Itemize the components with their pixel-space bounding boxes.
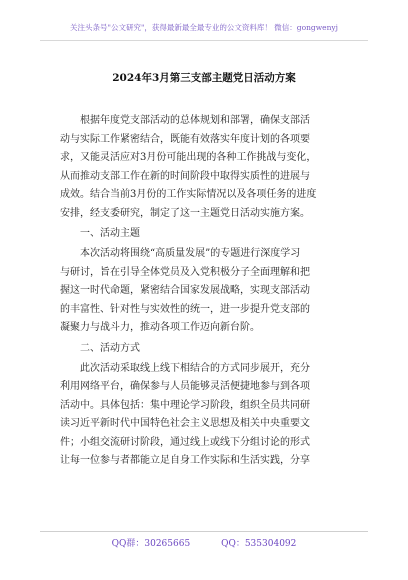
paragraph-line: 动与实际工作紧密结合，既能有效落实年度计划的各项要 — [60, 133, 310, 145]
paragraph-line: 件；小组交流研讨阶段，通过线上或线下分组讨论的形式 — [60, 436, 310, 448]
paragraph-line: 活动中。具体包括：集中理论学习阶段，组织全员共同研 — [60, 399, 310, 411]
paragraph-line: 与研讨，旨在引导全体党员及入党积极分子全面理解和把 — [60, 266, 310, 278]
footer — [0, 536, 408, 549]
paragraph-line: 根据年度党支部活动的总体规划和部署，确保支部活 — [80, 115, 310, 126]
header-divider — [40, 40, 368, 41]
document-body — [60, 112, 356, 471]
paragraph-line: 利用网络平台，确保参与人员能够灵活便捷地参与到各项 — [60, 381, 310, 392]
paragraph-line: 的丰富性、针对性与实效性的统一，进一步提升党支部的 — [60, 303, 310, 315]
footer-divider — [40, 531, 368, 532]
paragraph-line: 求，又能灵活应对3月份可能出现的各种工作挑战与变化， — [60, 152, 317, 163]
paragraph-line: 握这一时代命题，紧密结合国家发展战略，实现支部活动 — [60, 285, 310, 296]
paragraph-line: 读习近平新时代中国特色社会主义思想及相关中央重要文 — [60, 418, 310, 429]
paragraph-line: 此次活动采取线上线下相结合的方式同步展开，充分 — [80, 362, 310, 374]
section-heading-method: 二、活动方式 — [80, 342, 140, 354]
paragraph-line: 本次活动将围绕“高质量发展”的专题进行深度学习 — [80, 248, 301, 259]
header-banner: 关注头条号"公文研究"，获得最新最全最专业的公文资料库！ 微信：gongwenyj — [70, 23, 338, 32]
footer-qq-contact: QQ：535304092 — [221, 539, 297, 549]
section-heading-theme: 一、活动主题 — [80, 228, 140, 239]
paragraph-line: 成效。结合当前3月份的工作实际情况以及各项任务的进度 — [60, 189, 317, 200]
paragraph-line: 安排，经支委研究，制定了这一主题党日活动实施方案。 — [60, 207, 310, 219]
paragraph-line: 让每一位参与者都能立足自身工作实际和生活实践，分享 — [60, 455, 310, 466]
document-title: 2024年3月第三支部主题党日活动方案 — [112, 72, 296, 84]
paragraph-line: 凝聚力与战斗力，推动各项工作迈向新台阶。 — [60, 322, 260, 333]
footer-qq-group: QQ群：30265665 — [111, 539, 191, 549]
paragraph-line: 从而推动支部工作在新的时间阶段中取得实质性的进展与 — [60, 170, 310, 182]
